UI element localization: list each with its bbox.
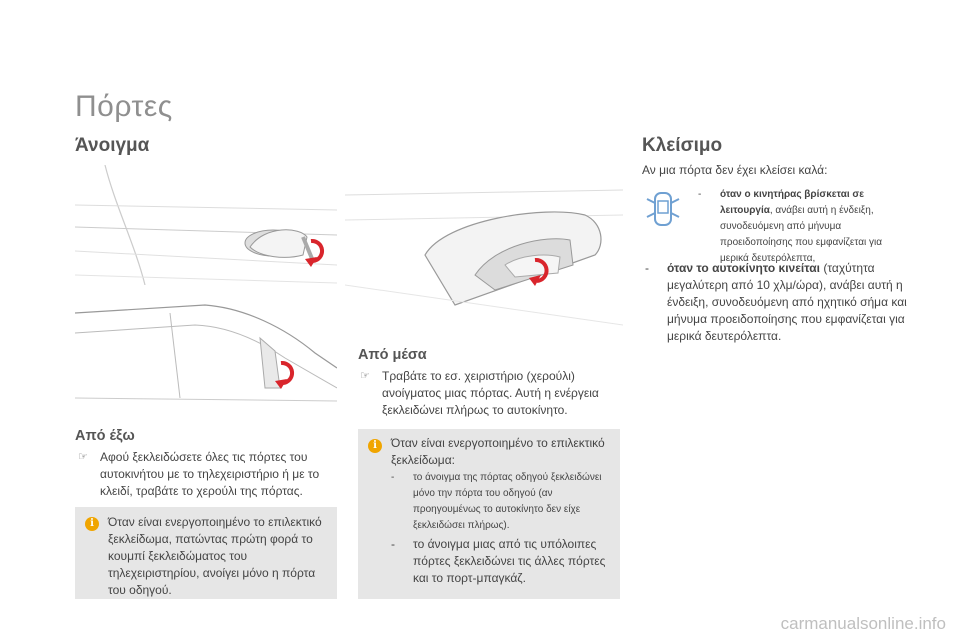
- closing-intro: Αν μια πόρτα δεν έχει κλείσει καλά:: [642, 163, 828, 177]
- list-item-text: το άνοιγμα της πόρτας οδηγού ξεκλειδώνει μόνο την πόρτα του οδηγού (αν προηγουμένως το αυτοκίνητο δεν είχε ξεκλειδώσει πλήρως).: [413, 472, 602, 531]
- inside-info-box: [358, 429, 620, 599]
- inside-info-list: [391, 470, 616, 587]
- outside-info-text: Όταν είναι ενεργοποιημένο το επιλεκτικό ξεκλείδωμα, πατώντας πρώτη φορά το κουμπί ξεκλειδώματος του τηλεχειριστηρίου, ανοίγει μόνο η πόρτα του οδηγού.: [108, 515, 322, 597]
- inside-bullet-text: Τραβάτε το εσ. χειριστήριο (χερούλι) ανοίγματος μιας πόρτας. Αυτή η ενέργεια ξεκλειδώνει πλήρως το αυτοκίνητο.: [382, 369, 599, 417]
- list-item: - το άνοιγμα μιας από τις υπόλοιπες πόρτες ξεκλειδώνει τις άλλες πόρτες και το πορτ-μπαγκάζ.: [391, 536, 616, 587]
- outside-bullet: [78, 449, 333, 500]
- inside-info-intro: Όταν είναι ενεργοποιημένο το επιλεκτικό ξεκλείδωμα:: [391, 436, 605, 467]
- closing-item-moving: - όταν το αυτοκίνητο κινείται (ταχύτητα μεγαλύτερη από 10 χλμ/ώρα), ανάβει αυτή η ένδειξη, συνοδευόμενη από ηχητικό σήμα και μήνυμα προειδοποίησης που εμφανίζεται για μερικά δευτερόλεπτα.: [645, 261, 907, 343]
- closing-item-bold: όταν το αυτοκίνητο κινείται: [667, 261, 820, 275]
- list-item: - το άνοιγμα της πόρτας οδηγού ξεκλειδώνει μόνο την πόρτα του οδηγού (αν προηγουμένως το αυτοκίνητο δεν είχε ξεκλειδώσει πλήρως).: [391, 470, 616, 534]
- closing-item-text: (ταχύτητα μεγαλύτερη από 10 χλμ/ώρα), ανάβει αυτή η ένδειξη, συνοδευόμενη από ηχητικό σήμα και μήνυμα προειδοποίησης που εμφανίζεται για μερικά δευτερόλεπτα.: [667, 261, 907, 343]
- outside-handle-illustration: [75, 165, 337, 285]
- info-icon: i: [85, 517, 99, 531]
- outside-info-box: [75, 507, 337, 599]
- inside-heading: Από μέσα: [358, 347, 427, 363]
- car-side-illustration: [75, 293, 337, 408]
- page-title: Πόρτες: [75, 90, 173, 123]
- inside-handle-illustration: [345, 165, 623, 330]
- closing-heading: Κλείσιμο: [642, 135, 723, 156]
- outside-heading: Από έξω: [75, 428, 135, 444]
- list-item-text: το άνοιγμα μιας από τις υπόλοιπες πόρτες ξεκλειδώνει τις άλλες πόρτες και το πορτ-μπαγκάζ.: [413, 537, 606, 585]
- outside-bullet-text: Αφού ξεκλειδώσετε όλες τις πόρτες του αυτοκινήτου με το τηλεχειριστήριο ή με το κλειδί, τραβάτε το χερούλι της πόρτας.: [100, 450, 320, 498]
- door-open-warning-icon: [645, 189, 681, 229]
- watermark: carmanualsonline.info: [780, 614, 946, 633]
- closing-item-engine: - όταν ο κινητήρας βρίσκεται σε λειτουργία, ανάβει αυτή η ένδειξη, συνοδευόμενη από μήνυμα προειδοποίησης που εμφανίζεται για μερικά δευτερόλεπτα,: [698, 189, 882, 264]
- info-icon: i: [368, 439, 382, 453]
- inside-bullet: [360, 368, 615, 419]
- closing-item-text: , ανάβει αυτή η ένδειξη, συνοδευόμενη από μήνυμα προειδοποίησης που εμφανίζεται για μερικά δευτερόλεπτα,: [720, 205, 882, 264]
- opening-heading: Άνοιγμα: [75, 135, 150, 156]
- hand-pointer-icon: ☞: [360, 370, 370, 382]
- hand-pointer-icon: ☞: [78, 451, 88, 463]
- closing-item-bold: όταν ο κινητήρας βρίσκεται σε λειτουργία: [720, 189, 865, 216]
